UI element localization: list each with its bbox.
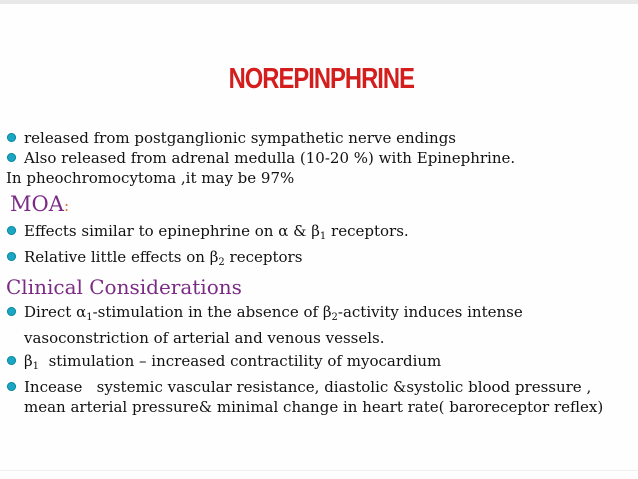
bullet-icon bbox=[7, 382, 16, 391]
bullet-text: receptors. bbox=[326, 222, 409, 240]
bullet-text: Relative little effects on β bbox=[24, 248, 219, 266]
bullet-beta1-stimulation bbox=[6, 351, 632, 377]
slide-content bbox=[6, 128, 632, 417]
clinical-considerations-heading: Clinical Considerations bbox=[6, 275, 242, 299]
bullet-icon bbox=[7, 226, 16, 235]
bullet-increase-svr bbox=[6, 377, 632, 417]
moa-colon: : bbox=[63, 196, 70, 215]
bullet-direct-alpha bbox=[6, 302, 632, 348]
bullet-text: stimulation – increased contractility of myocardium bbox=[39, 352, 442, 370]
bullet-text: β bbox=[24, 352, 33, 370]
moa-heading bbox=[6, 191, 632, 219]
bullet-text: -stimulation in the absence of β bbox=[92, 303, 332, 321]
bullet-icon bbox=[7, 307, 16, 316]
bullet-released-postganglionic bbox=[6, 128, 632, 148]
bullet-icon bbox=[7, 153, 16, 162]
bullet-text: released from postganglionic sympathetic nerve endings bbox=[24, 129, 456, 147]
bullet-relative-little-effects bbox=[6, 247, 632, 273]
top-accent-bar bbox=[0, 0, 638, 4]
bullet-adrenal-medulla bbox=[6, 148, 632, 168]
bullet-text: Incease systemic vascular resistance, diastolic &systolic blood pressure , mean arterial pressure& minimal change in heart rate( baroreceptor reflex) bbox=[24, 378, 604, 416]
bullet-effects-similar bbox=[6, 221, 632, 247]
bullet-text: Also released from adrenal medulla (10-20 %) with Epinephrine. bbox=[24, 149, 516, 167]
bullet-icon bbox=[7, 356, 16, 365]
slide-title: NOREPINPHRINE bbox=[228, 63, 414, 95]
subscript: 1 bbox=[319, 231, 327, 242]
bottom-divider bbox=[0, 470, 638, 471]
subscript: 1 bbox=[32, 361, 40, 372]
bullet-icon bbox=[7, 133, 16, 142]
bullet-text: -activity induces intense vasoconstriction of arterial and venous vessels. bbox=[24, 303, 523, 347]
subscript: 2 bbox=[331, 312, 338, 323]
bullet-text: Effects similar to epinephrine on α & β bbox=[24, 222, 320, 240]
subscript: 1 bbox=[86, 312, 93, 323]
bullet-text: Direct α bbox=[24, 303, 87, 321]
moa-heading-text: MOA bbox=[10, 192, 64, 216]
bullet-icon bbox=[7, 252, 16, 261]
pheochromocytoma-note: In pheochromocytoma ,it may be 97% bbox=[6, 169, 295, 187]
subscript: 2 bbox=[218, 257, 225, 268]
bullet-text: receptors bbox=[224, 248, 303, 266]
